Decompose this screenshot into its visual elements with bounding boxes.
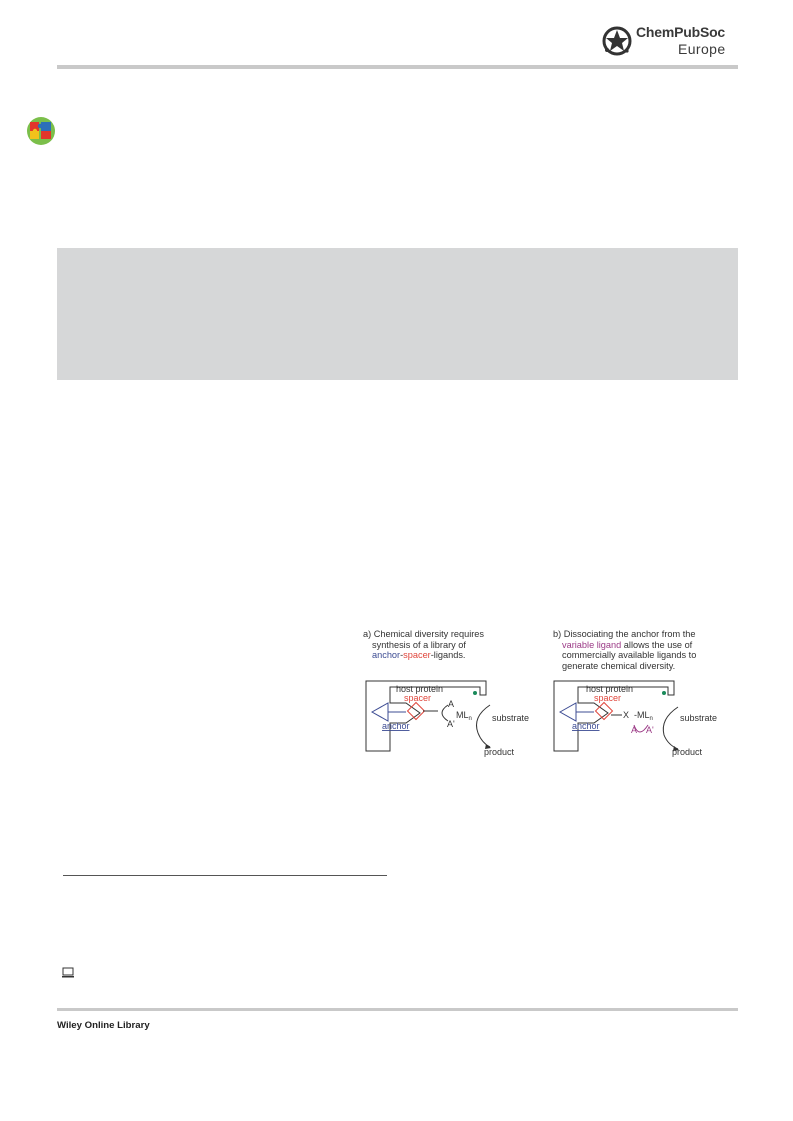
star-logo-icon xyxy=(600,24,634,58)
host-protein-label: host protein xyxy=(586,684,634,694)
panel-b-caption-line1: b) Dissociating the anchor from the xyxy=(553,629,696,639)
product-label: product xyxy=(484,747,515,757)
puzzle-icon xyxy=(26,116,56,146)
panel-a-diagram xyxy=(360,677,540,763)
panel-b-caption-line3: commercially available ligands to xyxy=(562,650,697,661)
panel-b-diagram xyxy=(552,677,737,763)
substrate-arrow xyxy=(477,705,491,747)
metal-label: $ML_n$ xyxy=(456,710,472,722)
caption-spacer-word: spacer xyxy=(403,650,431,661)
panel-a-caption-line2: synthesis of a library of xyxy=(372,639,466,650)
active-site-dot xyxy=(473,691,477,695)
spacer-label: spacer xyxy=(404,693,432,703)
active-site-dot xyxy=(662,691,666,695)
spacer-label: spacer xyxy=(594,693,622,703)
footer-rule xyxy=(57,1008,738,1011)
spacer-diamond xyxy=(596,703,613,720)
metal-label: $-ML_n$ xyxy=(634,710,653,722)
caption-line2-rest: allows the use of xyxy=(621,639,693,650)
chempubsoc-logo xyxy=(600,22,740,62)
linker-x-label: X xyxy=(623,710,630,720)
footnote-rule xyxy=(63,875,387,876)
panel-a-caption-line1: a) Chemical diversity requires xyxy=(363,629,485,639)
panel-b-caption-line4: generate chemical diversity. xyxy=(562,660,676,671)
ligand-a-prime-label: A' xyxy=(646,725,654,735)
substrate-arrow xyxy=(663,707,678,749)
host-protein-label: host protein xyxy=(396,684,444,694)
ligand-a-label: A xyxy=(448,699,455,709)
brand-region: Europe xyxy=(678,41,726,57)
anchor-shape xyxy=(560,703,594,721)
abstract-box xyxy=(57,248,738,380)
panel-b-caption-line2 xyxy=(553,640,743,651)
substrate-label: substrate xyxy=(680,713,718,723)
panel-b-caption xyxy=(553,629,743,671)
spacer-diamond xyxy=(408,703,425,720)
anchor-shape xyxy=(372,703,406,721)
caption-variable-ligand: variable ligand xyxy=(562,639,622,650)
ligand-a-prime-label: A' xyxy=(447,719,455,729)
panel-a-caption xyxy=(363,629,543,661)
caption-dash: - xyxy=(400,650,404,661)
anchor-label: anchor xyxy=(572,721,600,731)
substrate-label: substrate xyxy=(492,713,530,723)
header-rule xyxy=(57,65,738,69)
caption-ligands-word: -ligands. xyxy=(430,650,466,661)
panel-a-caption-line3 xyxy=(363,650,543,661)
caption-anchor-word: anchor xyxy=(372,650,401,661)
anchor-label: anchor xyxy=(382,721,410,731)
product-label: product xyxy=(672,747,703,757)
ligand-a-label: A xyxy=(631,725,638,735)
publisher-name: Wiley Online Library xyxy=(57,1020,150,1031)
brand-name: ChemPubSoc xyxy=(636,24,726,40)
computer-icon xyxy=(62,967,74,978)
